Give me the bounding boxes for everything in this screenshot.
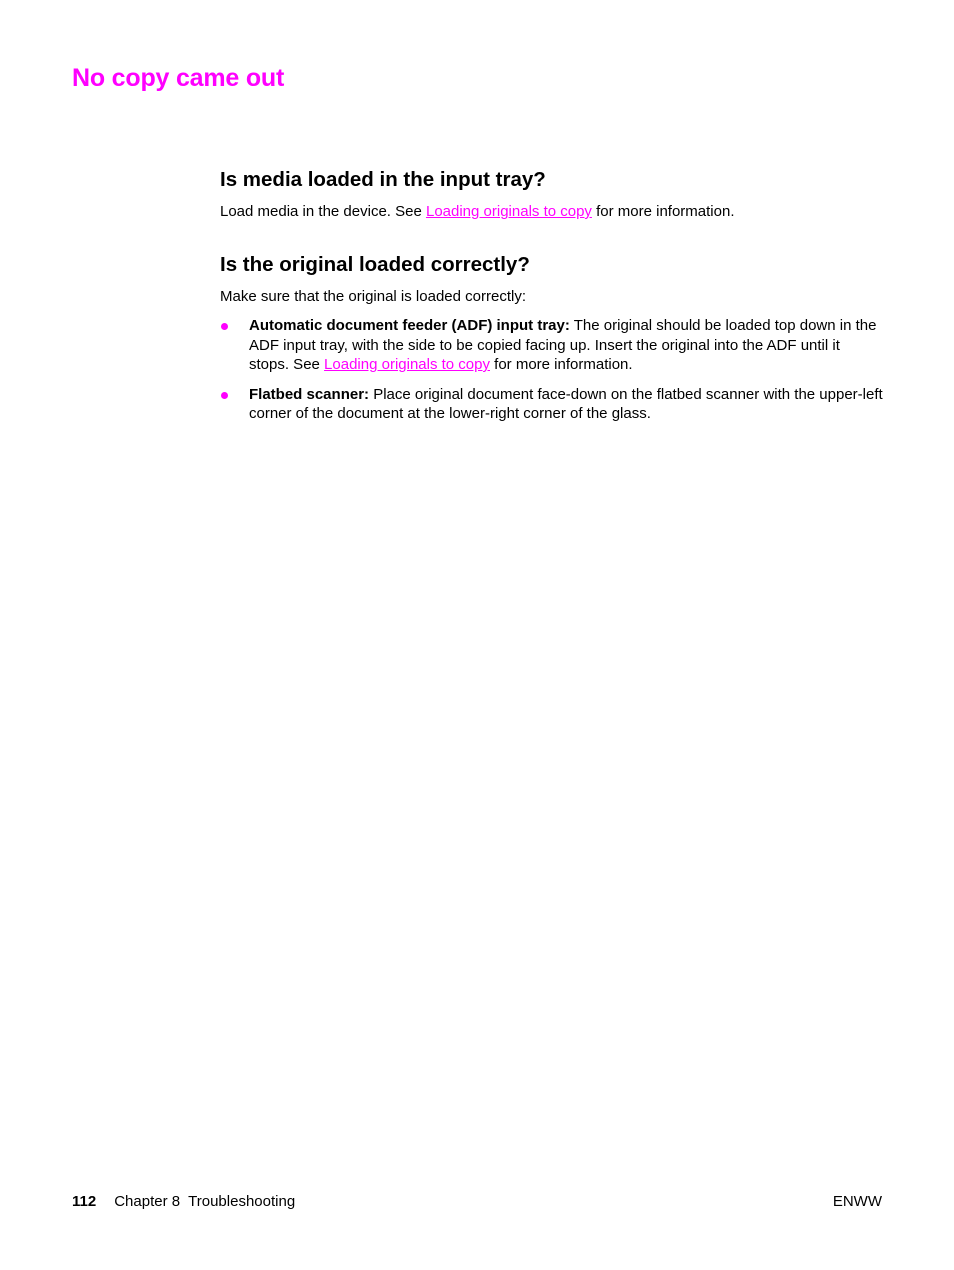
list-item-adf bbox=[220, 316, 884, 375]
bullet-text: Place original document face-down on the flatbed scanner with the upper-left corner of the document at the lower-right corner of the glass. bbox=[249, 385, 883, 422]
footer-left bbox=[72, 1192, 295, 1211]
section-paragraph bbox=[220, 202, 884, 222]
loading-originals-link[interactable]: Loading originals to copy bbox=[324, 356, 490, 373]
section-heading: Is media loaded in the input tray? bbox=[220, 168, 546, 191]
page-number: 112 bbox=[72, 1193, 97, 1210]
paragraph-text: Load media in the device. See bbox=[220, 203, 426, 220]
paragraph-text: for more information. bbox=[591, 203, 735, 220]
bullet-text: The original should be loaded top down in the ADF input tray, with the side to be copied facing up. Insert the original into the ADF until it stops. See bbox=[249, 317, 877, 373]
page-title: No copy came out bbox=[72, 64, 285, 92]
loading-originals-link[interactable]: Loading originals to copy bbox=[425, 203, 592, 220]
bullet-term: Flatbed scanner: bbox=[249, 385, 370, 403]
list-item-flatbed bbox=[220, 385, 884, 424]
main-content bbox=[220, 166, 884, 434]
bullet-list bbox=[220, 316, 884, 424]
bullet-text: for more information. bbox=[490, 356, 633, 373]
chapter-label: Chapter 8 Troubleshooting bbox=[114, 1193, 296, 1210]
section-media-loaded bbox=[220, 166, 884, 222]
section-heading: Is the original loaded correctly? bbox=[220, 252, 530, 276]
bullet-dot-icon bbox=[221, 392, 228, 399]
bullet-dot-icon bbox=[221, 323, 228, 330]
section-original-loaded bbox=[220, 251, 884, 424]
footer-right-label: ENWW bbox=[832, 1193, 882, 1210]
section-intro: Make sure that the original is loaded correctly: bbox=[220, 287, 526, 305]
bullet-term: Automatic document feeder (ADF) input tray: bbox=[249, 317, 570, 334]
